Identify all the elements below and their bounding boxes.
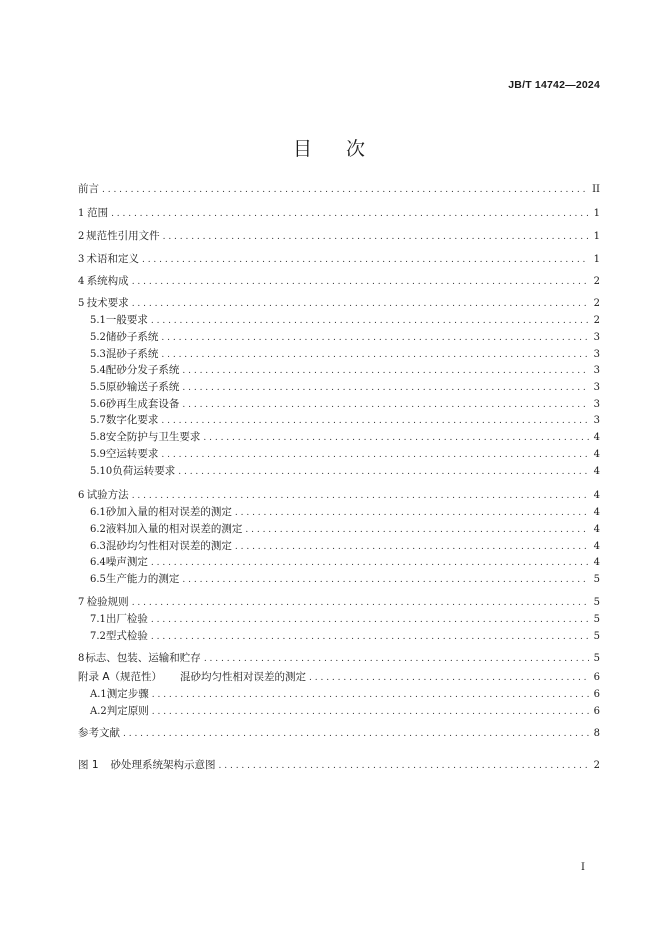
toc-entry-page: II <box>592 184 600 195</box>
toc-entry-page: 3 <box>593 415 600 426</box>
dot-leader <box>163 229 589 245</box>
dot-leader <box>161 330 589 346</box>
toc-entry-label: 混砂子系统 <box>105 348 159 360</box>
toc-subentry[interactable] <box>90 703 600 719</box>
toc-entry-number: A.2 <box>90 706 107 717</box>
dot-leader <box>132 296 589 312</box>
dot-leader <box>152 687 589 703</box>
toc-entry-number: 附录 A（规范性） <box>78 671 163 683</box>
toc-entry-page: 6 <box>593 672 600 683</box>
toc-entry-page: 2 <box>593 298 600 309</box>
toc-subentry[interactable] <box>90 396 600 412</box>
toc-entry-label: 前言 <box>78 183 99 195</box>
toc-entry-label: 检验规则 <box>86 596 129 608</box>
toc-entry-number: 4 <box>78 276 85 287</box>
toc-entry-label: 储砂子系统 <box>105 331 159 343</box>
dot-leader <box>151 313 589 329</box>
toc-entry-label: 范围 <box>87 207 109 219</box>
toc-entry-page: 3 <box>593 399 600 410</box>
toc-entry[interactable] <box>78 228 600 244</box>
toc-entry-number: 6.1 <box>90 507 106 518</box>
toc-entry-label: 试验方法 <box>86 489 129 501</box>
toc-subentry[interactable] <box>90 312 600 328</box>
toc-entry-page: 4 <box>593 557 600 568</box>
toc-entry-page: 1 <box>593 254 600 265</box>
toc-entry-page: 4 <box>593 432 600 443</box>
toc-entry-number: 5.10 <box>90 466 113 477</box>
toc-entry-label: 生产能力的测定 <box>105 573 180 585</box>
toc-entry-label: 砂处理系统架构示意图 <box>110 759 216 771</box>
dot-leader <box>132 274 589 290</box>
toc-entry-number: 6 <box>78 490 85 501</box>
toc-entry[interactable] <box>78 487 600 503</box>
toc-entry-label: 判定原则 <box>106 705 149 717</box>
toc-entry-number: 5.8 <box>90 432 106 443</box>
toc-entry-page: 4 <box>593 490 600 501</box>
toc-entry-number: 5.1 <box>90 315 106 326</box>
title-char-1: 目 <box>292 138 316 160</box>
toc-entry-page: 4 <box>593 541 600 552</box>
toc-entry[interactable] <box>78 295 600 311</box>
dot-leader <box>151 555 589 571</box>
toc-entry-page: 6 <box>593 689 600 700</box>
toc-entry[interactable] <box>78 669 600 685</box>
toc-subentry[interactable] <box>90 521 600 537</box>
toc-subentry[interactable] <box>90 504 600 520</box>
toc-entry-number: 5.6 <box>90 399 106 410</box>
title-char-2: 次 <box>346 138 370 160</box>
toc-entry-label: 液料加入量的相对误差的测定 <box>105 523 243 535</box>
toc-entry-page: 4 <box>593 524 600 535</box>
toc-entry[interactable] <box>78 594 600 610</box>
dot-leader <box>182 572 589 588</box>
dot-leader <box>161 413 589 429</box>
standard-code: JB/T 14742—2024 <box>508 79 600 91</box>
toc-entry-label: 参考文献 <box>78 727 120 739</box>
toc-entry-page: 4 <box>593 449 600 460</box>
toc-entry[interactable] <box>78 725 600 741</box>
dot-leader <box>152 704 589 720</box>
toc-entry-number: 6.3 <box>90 541 106 552</box>
toc-entry-label: 配砂分发子系统 <box>105 364 180 376</box>
dot-leader <box>132 595 589 611</box>
toc-subentry[interactable] <box>90 329 600 345</box>
toc-entry-number: A.1 <box>90 689 107 700</box>
toc-entry-label: 混砂均匀性相对误差的测定 <box>105 540 232 552</box>
toc-entry-label: 规范性引用文件 <box>86 230 160 242</box>
toc-entry-label: 砂加入量的相对误差的测定 <box>105 506 232 518</box>
toc-entry-label: 噪声测定 <box>105 556 148 568</box>
toc-entry-number: 7.2 <box>90 631 106 642</box>
toc-entry-page: 3 <box>593 382 600 393</box>
dot-leader <box>142 252 589 268</box>
toc-entry-page: 5 <box>593 614 600 625</box>
toc-entry-label: 技术要求 <box>86 297 129 309</box>
dot-leader <box>182 397 589 413</box>
toc-entry-number: 图 1 <box>78 759 99 771</box>
toc-subentry[interactable] <box>90 429 600 445</box>
toc-subentry[interactable] <box>90 611 600 627</box>
toc-subentry[interactable] <box>90 571 600 587</box>
toc-entry[interactable] <box>78 650 600 666</box>
toc-entry-label: 型式检验 <box>105 630 148 642</box>
dot-leader <box>235 505 589 521</box>
toc-entry[interactable] <box>78 181 600 197</box>
toc-entry-number: 5.5 <box>90 382 106 393</box>
toc-entry-number: 5 <box>78 298 85 309</box>
toc-entry[interactable] <box>78 205 600 221</box>
toc-entry-page: 2 <box>593 315 600 326</box>
toc-entry-label: 数字化要求 <box>105 414 159 426</box>
toc-entry-page: 3 <box>593 332 600 343</box>
dot-leader <box>182 363 589 379</box>
toc-entry-page: 8 <box>593 728 600 739</box>
toc-entry-label: 砂再生成套设备 <box>105 398 180 410</box>
dot-leader <box>245 522 589 538</box>
dot-leader <box>235 539 589 555</box>
toc-entry[interactable] <box>78 273 600 289</box>
toc-entry-page: 4 <box>593 507 600 518</box>
dot-leader <box>161 447 589 463</box>
toc-entry-label: 混砂均匀性相对误差的测定 <box>180 671 307 683</box>
toc-subentry[interactable] <box>90 538 600 554</box>
toc-entry-number: 7 <box>78 597 85 608</box>
toc-entry-number: 2 <box>78 231 85 242</box>
toc-entry-page: 6 <box>593 706 600 717</box>
toc-entry-number: 8 <box>78 653 85 664</box>
toc-entry-page: 3 <box>593 365 600 376</box>
dot-leader <box>219 758 589 774</box>
toc-entry-page: 2 <box>593 760 600 771</box>
toc-subentry[interactable] <box>90 446 600 462</box>
dot-leader <box>151 629 589 645</box>
toc-entry-number: 5.2 <box>90 332 106 343</box>
toc-entry-number: 5.4 <box>90 365 106 376</box>
toc-subentry[interactable] <box>90 463 600 479</box>
toc-entry-label: 出厂检验 <box>105 613 148 625</box>
toc-subentry[interactable] <box>90 628 600 644</box>
toc-entry-label: 系统构成 <box>86 275 129 287</box>
dot-leader <box>123 726 589 742</box>
dot-leader <box>161 347 589 363</box>
toc-entry-label: 标志、包装、运输和贮存 <box>85 652 201 664</box>
toc-entry-label: 原砂输送子系统 <box>105 381 180 393</box>
toc-entry-number: 5.7 <box>90 415 106 426</box>
dot-leader <box>151 612 589 628</box>
page-number: I <box>581 862 585 873</box>
toc-entry-number: 7.1 <box>90 614 106 625</box>
dot-leader <box>204 651 589 667</box>
toc-entry-label: 一般要求 <box>105 314 148 326</box>
toc-entry-number: 3 <box>78 254 85 265</box>
toc-subentry[interactable] <box>90 686 600 702</box>
toc-entry-page: 1 <box>593 231 600 242</box>
dot-leader <box>111 206 589 222</box>
toc-entry-label: 空运转要求 <box>105 448 159 460</box>
toc-entry-label: 术语和定义 <box>86 253 139 265</box>
toc-entry-page: 5 <box>593 574 600 585</box>
toc-entry-number: 6.5 <box>90 574 106 585</box>
dot-leader <box>203 430 589 446</box>
toc-subentry[interactable] <box>90 554 600 570</box>
toc-entry-label: 安全防护与卫生要求 <box>105 431 201 443</box>
toc-entry[interactable] <box>78 251 600 267</box>
toc-entry-page: 5 <box>593 631 600 642</box>
toc-entry-page: 5 <box>593 597 600 608</box>
toc-entry-page: 3 <box>593 349 600 360</box>
toc-entry-label: 负荷运转要求 <box>112 465 176 477</box>
toc-entry-number: 5.9 <box>90 449 106 460</box>
toc-entry-page: 5 <box>593 653 600 664</box>
toc-entry-number: 1 <box>78 208 85 219</box>
toc-entry-number: 6.4 <box>90 557 106 568</box>
toc-subentry[interactable] <box>90 412 600 428</box>
dot-leader <box>178 464 589 480</box>
dot-leader <box>132 488 589 504</box>
toc-entry-number: 6.2 <box>90 524 106 535</box>
dot-leader <box>309 670 589 686</box>
dot-leader <box>182 380 589 396</box>
toc-entry-number: 5.3 <box>90 349 106 360</box>
page-title <box>0 134 662 161</box>
toc-subentry[interactable] <box>90 379 600 395</box>
toc-entry[interactable] <box>78 757 600 773</box>
dot-leader <box>102 182 589 198</box>
toc-entry-page: 1 <box>593 208 600 219</box>
toc-subentry[interactable] <box>90 346 600 362</box>
toc-entry-page: 4 <box>593 466 600 477</box>
toc-entry-label: 测定步骤 <box>106 688 149 700</box>
toc-entry-page: 2 <box>593 276 600 287</box>
toc-subentry[interactable] <box>90 362 600 378</box>
